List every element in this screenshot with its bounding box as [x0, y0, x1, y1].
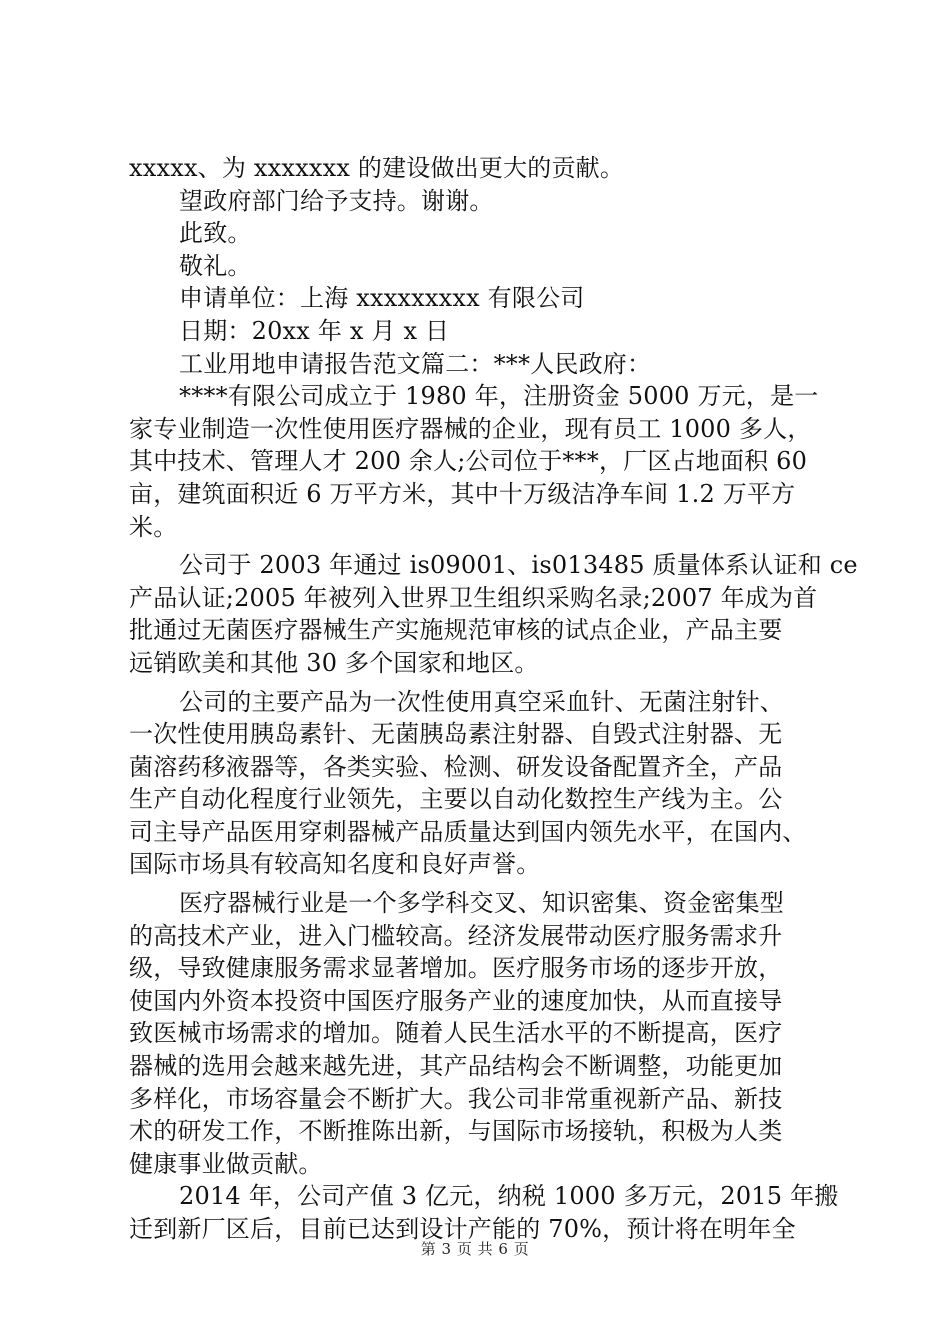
text-line: 望政府部门给予支持。谢谢。: [179, 186, 494, 215]
text-line: 级，导致健康服务需求显著增加。医疗服务市场的逐步开放，: [129, 954, 783, 983]
text-line: 米。: [129, 512, 178, 541]
text-line: 使国内外资本投资中国医疗服务产业的速度加快，从而直接导: [129, 986, 783, 1015]
text-line: 其中技术、管理人才 200 余人;公司位于***，厂区占地面积 60: [129, 447, 808, 476]
text-line: 公司于 2003 年通过 is09001、is013485 质量体系认证和 ce: [179, 551, 858, 580]
text-line: 菌溶药移液器等，各类实验、检测、研发设备配置齐全，产品: [129, 752, 783, 781]
text-line: 远销欧美和其他 30 多个国家和地区。: [129, 648, 539, 677]
text-line: 敬礼。: [179, 251, 252, 280]
text-line: 亩，建筑面积近 6 万平方米，其中十万级洁净车间 1.2 万平方: [129, 479, 796, 508]
text-line: 此致。: [179, 219, 252, 248]
text-line: 多样化，市场容量会不断扩大。我公司非常重视新产品、新技: [129, 1084, 783, 1113]
text-line: 产品认证;2005 年被列入世界卫生组织采购名录;2007 年成为首: [129, 583, 818, 612]
text-line: 2014 年，公司产值 3 亿元，纳税 1000 多万元，2015 年搬: [179, 1182, 839, 1211]
text-line: 公司的主要产品为一次性使用真空采血针、无菌注射针、: [179, 687, 784, 716]
text-line: 的高技术产业，进入门槛较高。经济发展带动医疗服务需求升: [129, 921, 783, 950]
text-line: xxxxx、为 xxxxxxx 的建设做出更大的贡献。: [129, 154, 625, 182]
text-line: 医疗器械行业是一个多学科交叉、知识密集、资金密集型: [179, 889, 784, 918]
text-line: 国际市场具有较高知名度和良好声誉。: [129, 850, 541, 879]
text-line: ****有限公司成立于 1980 年，注册资金 5000 万元，是一: [179, 382, 819, 411]
page-footer: 第 3 页 共 6 页: [420, 1240, 530, 1258]
document-body: [129, 152, 858, 1246]
text-line: 器械的选用会越来越先进，其产品结构会不断调整，功能更加: [129, 1052, 783, 1081]
text-line: 迁到新厂区后，目前已达到设计产能的 70%，预计将在明年全: [129, 1215, 796, 1243]
text-line: 批通过无菌医疗器械生产实施规范审核的试点企业，产品主要: [129, 616, 783, 645]
text-line: 日期：20xx 年 x 月 x 日: [179, 316, 450, 345]
text-line: 致医械市场需求的增加。随着人民生活水平的不断提高，医疗: [129, 1019, 783, 1048]
text-line: 工业用地申请报告范文篇二：***人民政府：: [179, 349, 652, 378]
text-line: 一次性使用胰岛素针、无菌胰岛素注射器、自毁式注射器、无: [129, 720, 783, 749]
text-line: 申请单位：上海 xxxxxxxxx 有限公司: [179, 284, 585, 313]
text-line: 健康事业做贡献。: [129, 1149, 323, 1178]
text-line: 司主导产品医用穿刺器械产品质量达到国内领先水平，在国内、: [129, 817, 807, 846]
text-line: 家专业制造一次性使用医疗器械的企业，现有员工 1000 多人，: [129, 414, 812, 443]
text-line: 术的研发工作，不断推陈出新，与国际市场接轨，积极为人类: [129, 1117, 783, 1146]
text-line: 生产自动化程度行业领先，主要以自动化数控生产线为主。公: [129, 785, 783, 814]
